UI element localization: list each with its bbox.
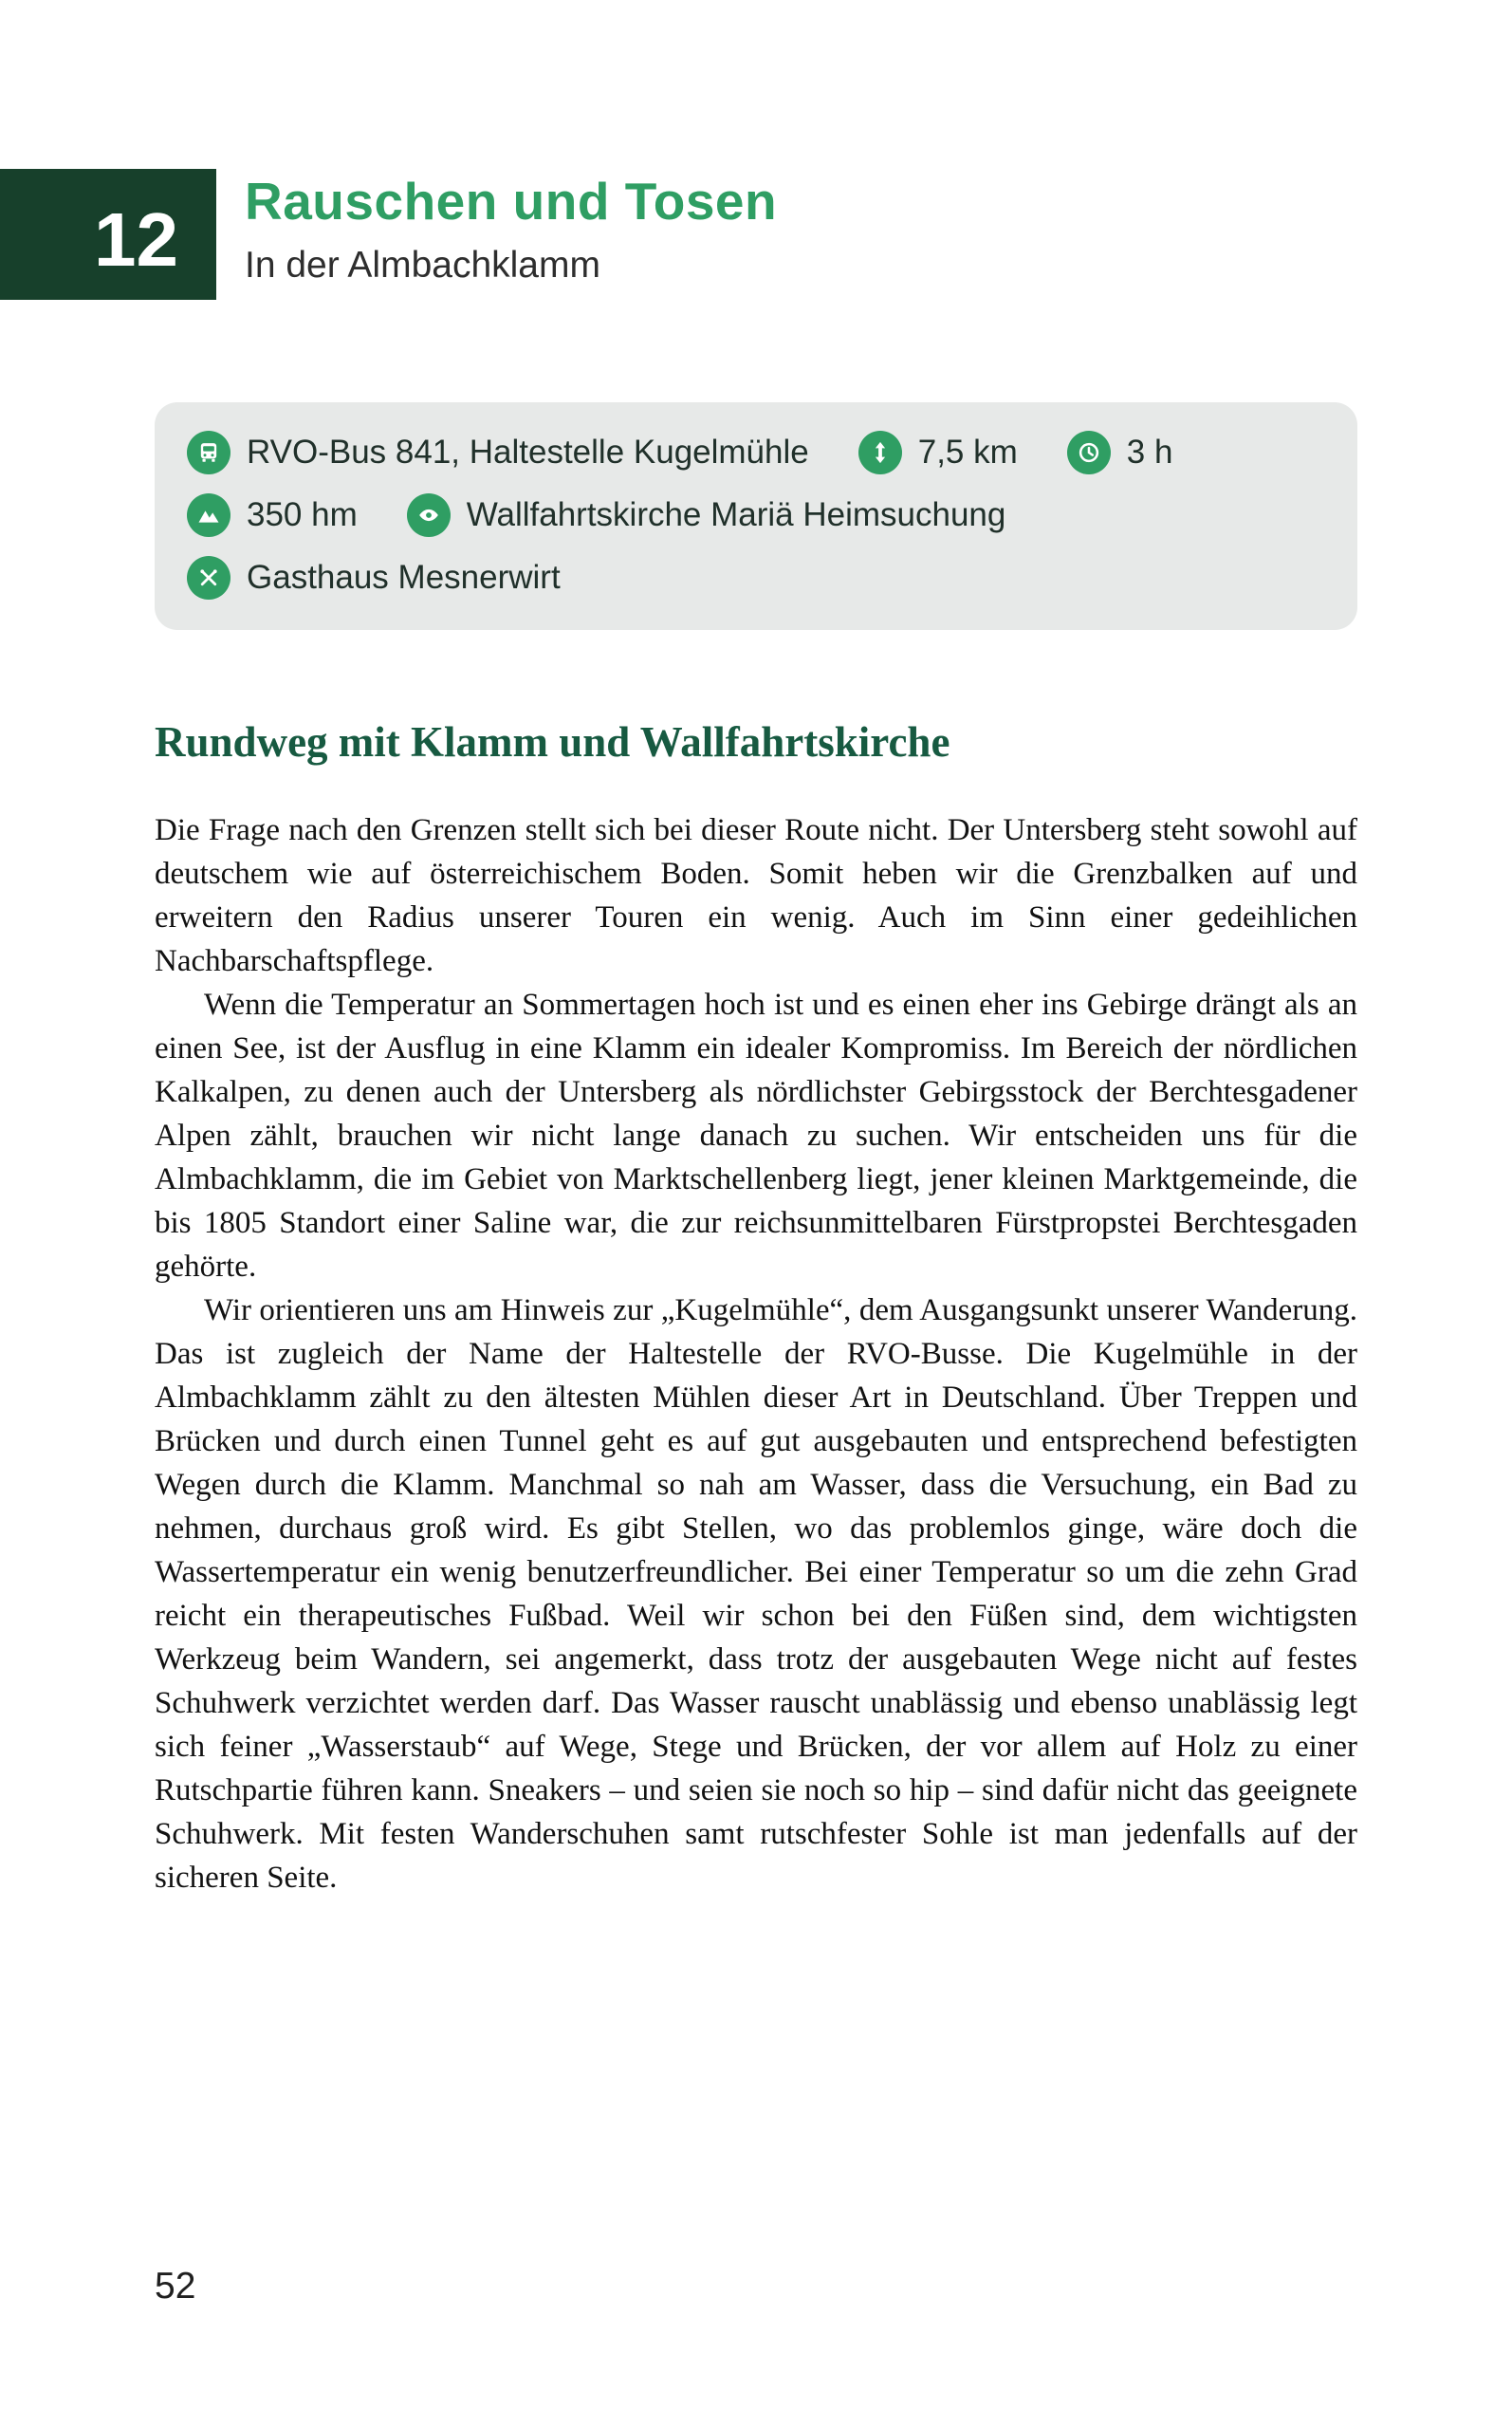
info-item-elevation — [187, 493, 358, 537]
paragraph-3: Wir orientieren uns am Hinweis zur „Kugelmühle“, dem Ausgangsunkt unserer Wanderung. Das ist zugleich der Name der Haltestelle der RVO-Busse. Die Kugelmühle in der Almbachklamm zählt zu den ältesten Mühlen dieser Art in Deutschland. Über Treppen und Brücken und durch einen Tunnel geht es auf gut ausgebauten und entsprechend befestigten Wegen durch die Klamm. Manchmal so nah am Wasser, dass die Versuchung, ein Bad zu nehmen, durchaus groß wird. Es gibt Stellen, wo das problemlos ginge, wäre doch die Wassertemperatur ein wenig benutzerfreundlicher. Bei einer Temperatur so um die zehn Grad reicht ein therapeutisches Fußbad. Weil wir schon bei den Füßen sind, dem wichtigsten Werkzeug beim Wandern, sei angemerkt, dass trotz der ausgebauten Wege nicht auf festes Schuhwerk verzichtet werden darf. Das Wasser rauscht unablässig und ebenso unablässig legt sich feiner „Wasserstaub“ auf Wege, Stege und Brücken, der vor allem auf Holz zu einer Rutschpartie führen kann. Sneakers – und seien sie noch so hip – sind dafür nicht das geeignete Schuhwerk. Mit festen Wanderschuhen samt rutschfester Sohle ist man jedenfalls auf der sicheren Seite. — [155, 1293, 1357, 1895]
infobox-row-2 — [187, 493, 1323, 537]
page-number: 52 — [155, 2266, 196, 2307]
tour-infobox — [155, 402, 1357, 630]
info-item-duration — [1067, 431, 1173, 474]
eye-icon — [407, 493, 451, 537]
chapter-title: Rauschen und Tosen — [245, 172, 778, 231]
main-content — [155, 717, 1357, 1899]
chapter-number-badge — [0, 169, 216, 300]
info-text-restaurant: Gasthaus Mesnerwirt — [247, 559, 561, 596]
bus-icon — [187, 431, 230, 474]
clock-icon — [1067, 431, 1111, 474]
info-text-distance: 7,5 km — [917, 434, 1018, 471]
paragraph-1: Die Frage nach den Grenzen stellt sich bei dieser Route nicht. Der Untersberg steht sowohl auf deutschem wie auf österreichischem Boden. Somit heben wir die Grenzbalken auf und erweitern den Radius unserer Touren ein wenig. Auch im Sinn einer gedeihlichen Nachbarschaftspflege. — [155, 813, 1357, 978]
info-item-distance — [858, 431, 1018, 474]
info-item-sight — [407, 493, 1006, 537]
info-item-restaurant — [187, 556, 561, 600]
section-heading: Rundweg mit Klamm und Wallfahrtskirche — [155, 718, 950, 766]
info-text-elevation: 350 hm — [247, 496, 358, 533]
info-text-sight: Wallfahrtskirche Mariä Heimsuchung — [466, 496, 1006, 533]
distance-icon — [858, 431, 902, 474]
info-item-bus — [187, 431, 809, 474]
page-footer — [155, 2266, 195, 2307]
chapter-subtitle: In der Almbachklamm — [245, 244, 600, 286]
mountain-icon — [187, 493, 230, 537]
chapter-number: 12 — [94, 197, 178, 282]
chapter-titles — [245, 169, 777, 287]
info-text-duration: 3 h — [1126, 434, 1173, 471]
cutlery-icon — [187, 556, 230, 600]
paragraph-2: Wenn die Temperatur an Sommertagen hoch ist und es einen eher ins Gebirge drängt als an einen See, ist der Ausflug in eine Klamm ein idealer Kompromiss. Im Bereich der nördlichen Kalkalpen, zu denen auch der Untersberg als nördlichster Gebirgsstock der Berchtesgadener Alpen zählt, brauchen wir nicht lange danach zu suchen. Wir entscheiden uns für die Almbachklamm, die im Gebiet von Marktschellenberg liegt, jener kleinen Marktgemeinde, die bis 1805 Standort einer Saline war, die zur reichsunmittelbaren Fürstpropstei Berchtesgaden gehörte. — [155, 988, 1357, 1284]
chapter-header — [0, 169, 777, 300]
infobox-row-3 — [187, 556, 1323, 600]
infobox-row-1 — [187, 431, 1323, 474]
info-text-bus: RVO-Bus 841, Haltestelle Kugelmühle — [247, 434, 809, 471]
